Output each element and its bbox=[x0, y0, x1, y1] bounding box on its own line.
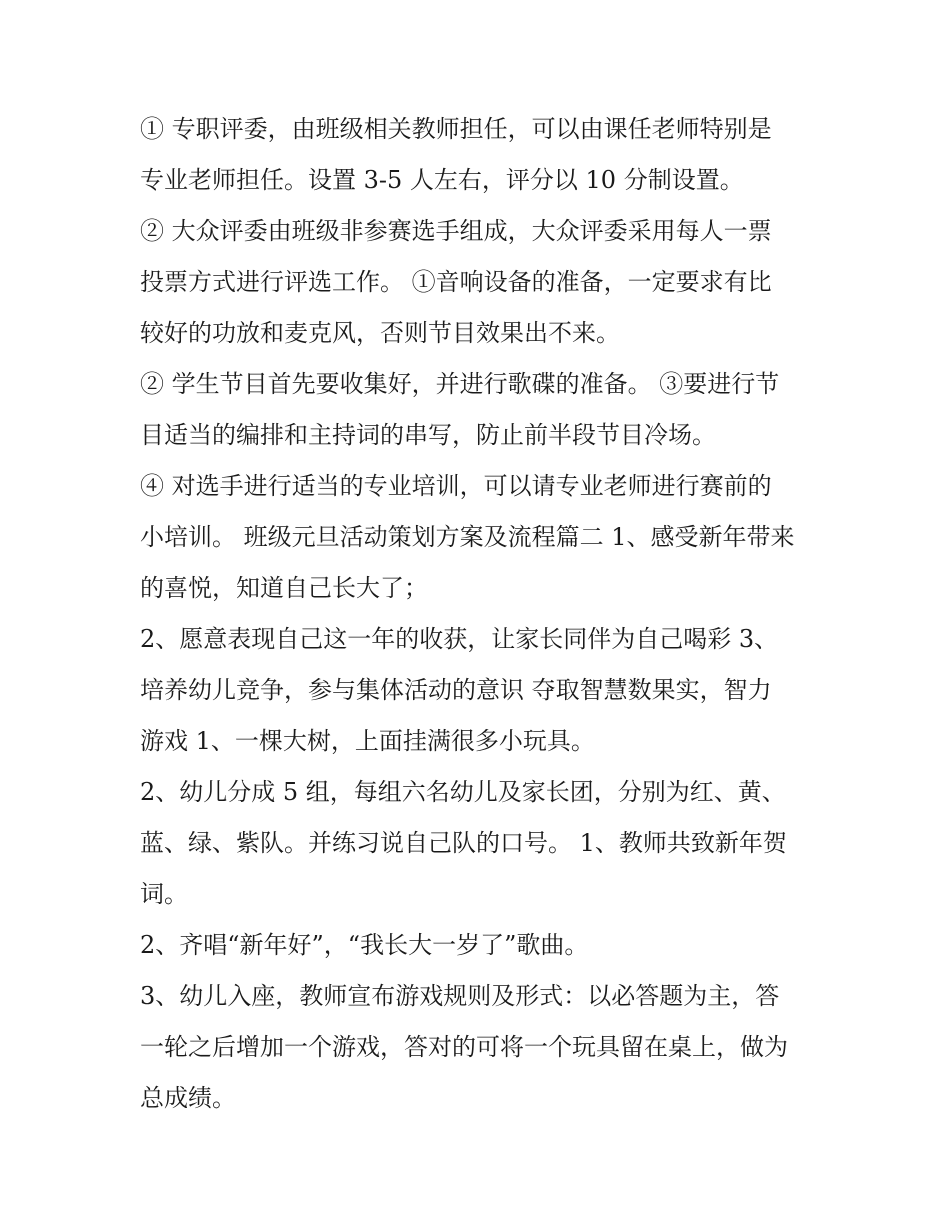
text-line: ① 专职评委，由班级相关教师担任，可以由课任老师特别是 bbox=[140, 115, 772, 143]
text-line: 3、幼儿入座，教师宣布游戏规则及形式：以必答题为主，答 bbox=[140, 982, 780, 1010]
text-line: 的喜悦，知道自己长大了； bbox=[140, 574, 428, 602]
text-line: ② 大众评委由班级非参赛选手组成，大众评委采用每人一票 bbox=[140, 217, 772, 245]
text-line: 游戏 1、一棵大树，上面挂满很多小玩具。 bbox=[140, 727, 595, 755]
text-line: 小培训。 班级元旦活动策划方案及流程篇二 1、感受新年带来 bbox=[140, 523, 795, 551]
text-line: 专业老师担任。设置 3-5 人左右，评分以 10 分制设置。 bbox=[140, 166, 744, 194]
text-line: 2、幼儿分成 5 组，每组六名幼儿及家长团，分别为红、黄、 bbox=[140, 778, 786, 806]
text-line: 蓝、绿、紫队。并练习说自己队的口号。 1、教师共致新年贺 bbox=[140, 829, 787, 857]
text-line: 投票方式进行评选工作。 ①音响设备的准备，一定要求有比 bbox=[140, 268, 772, 296]
text-line: ④ 对选手进行适当的专业培训，可以请专业老师进行赛前的 bbox=[140, 472, 772, 500]
text-line: 目适当的编排和主持词的串写，防止前半段节目冷场。 bbox=[140, 421, 716, 449]
text-line: 2、齐唱“新年好”，“我长大一岁了”歌曲。 bbox=[140, 931, 589, 959]
document-body bbox=[140, 104, 820, 1124]
text-line: 总成绩。 bbox=[140, 1084, 236, 1112]
text-line: ② 学生节目首先要收集好，并进行歌碟的准备。 ③要进行节 bbox=[140, 370, 780, 398]
text-line: 一轮之后增加一个游戏，答对的可将一个玩具留在桌上，做为 bbox=[140, 1033, 788, 1061]
text-line: 培养幼儿竞争，参与集体活动的意识 夺取智慧数果实，智力 bbox=[140, 676, 772, 704]
text-line: 词。 bbox=[140, 880, 188, 908]
text-line: 较好的功放和麦克风，否则节目效果出不来。 bbox=[140, 319, 620, 347]
text-line: 2、愿意表现自己这一年的收获，让家长同伴为自己喝彩 3、 bbox=[140, 625, 779, 653]
